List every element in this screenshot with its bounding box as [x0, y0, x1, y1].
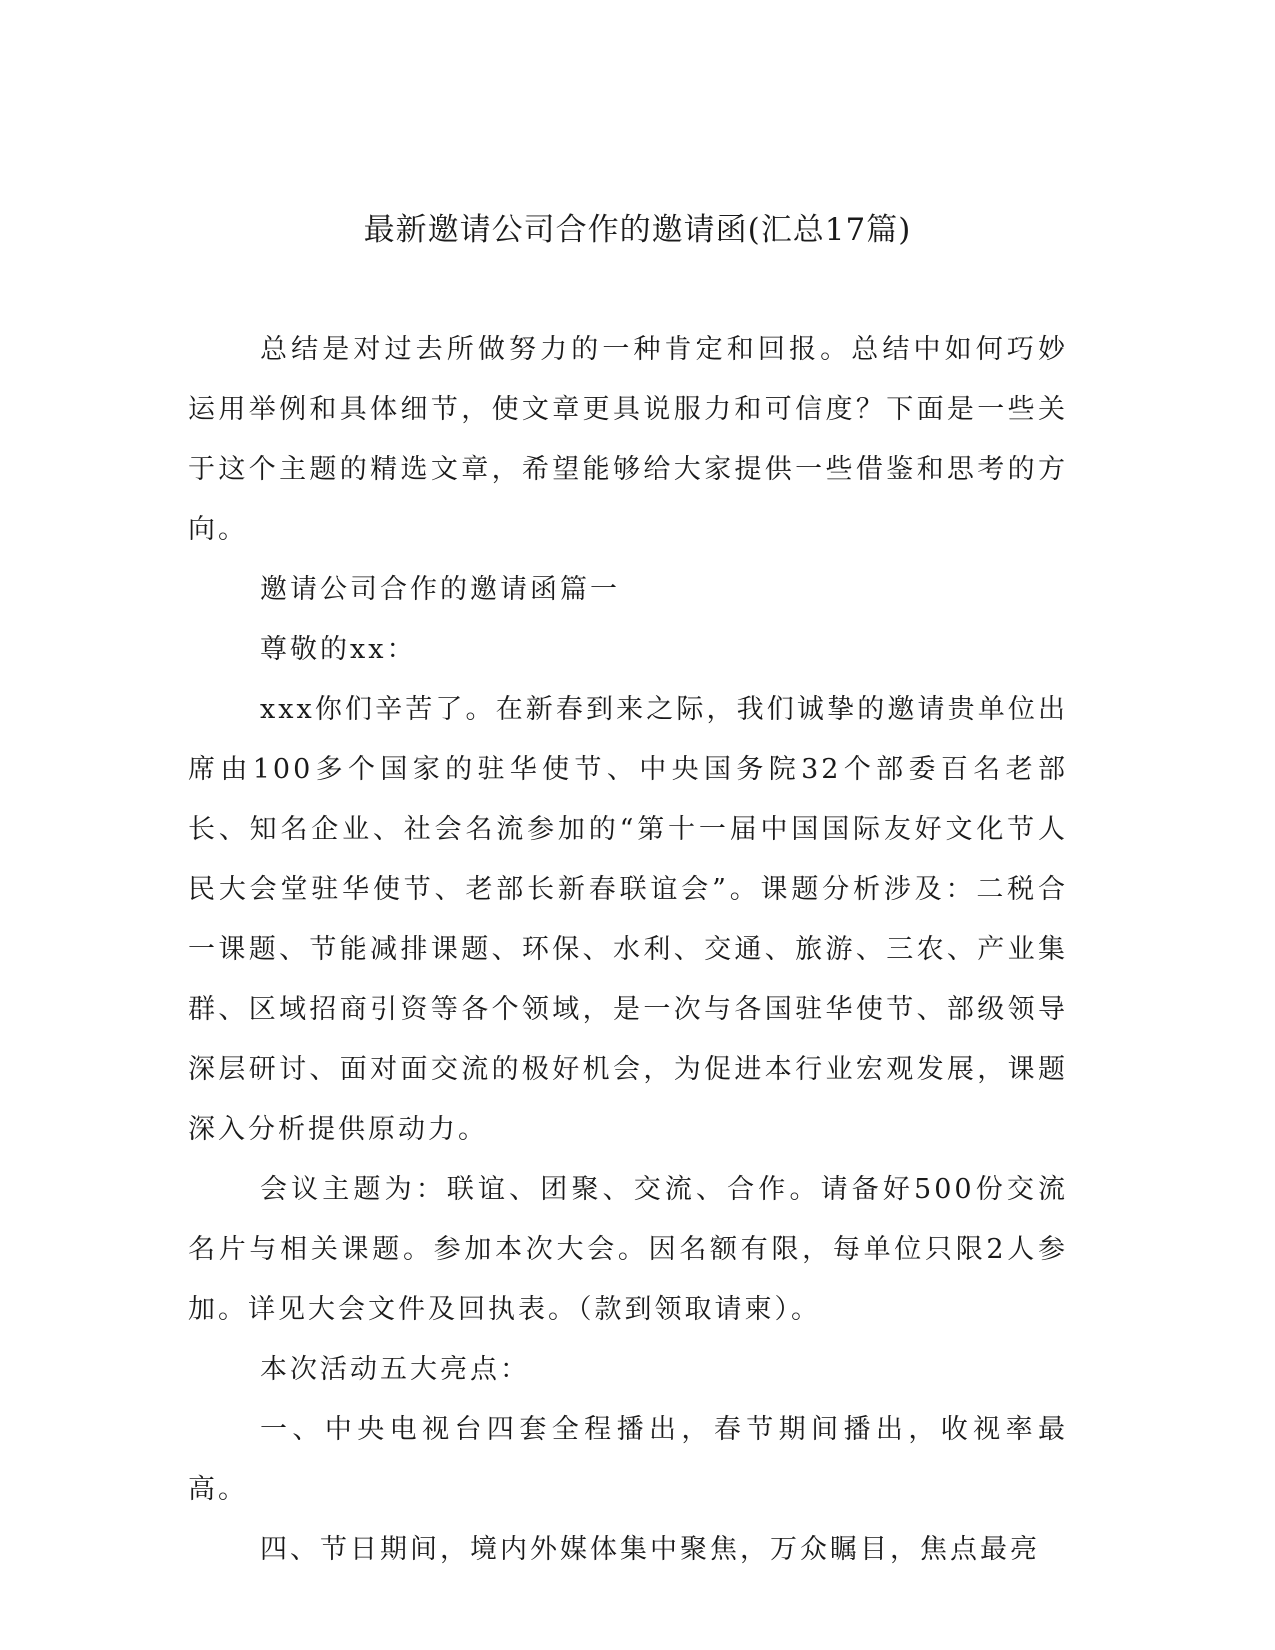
document-body [188, 320, 1068, 1580]
salutation: 尊敬的xx： [260, 634, 417, 665]
meeting-theme-paragraph: 会议主题为：联谊、团聚、交流、合作。请备好500份交流名片与相关课题。参加本次大会。因名额有限，每单位只限2人参加。详见大会文件及回执表。（款到领取请柬）。 [188, 1174, 1068, 1325]
invitation-paragraph: xxx你们辛苦了。在新春到来之际，我们诚挚的邀请贵单位出席由100多个国家的驻华使节、中央国务院32个部委百名老部长、知名企业、社会名流参加的“第十一届中国国际友好文化节人民大会堂驻华使节、老部长新春联谊会”。课题分析涉及：二税合一课题、节能减排课题、环保、水利、交通、旅游、三农、产业集群、区域招商引资等各个领域，是一次与各国驻华使节、部级领导深层研讨、面对面交流的极好机会，为促进本行业宏观发展，课题深入分析提供原动力。 [188, 694, 1068, 1145]
highlights-heading: 本次活动五大亮点： [260, 1354, 530, 1385]
section-heading: 邀请公司合作的邀请函篇一 [260, 574, 620, 605]
highlight-item: 四、节日期间，境内外媒体集中聚焦，万众瞩目，焦点最亮 [260, 1534, 1040, 1565]
intro-paragraph: 总结是对过去所做努力的一种肯定和回报。总结中如何巧妙运用举例和具体细节，使文章更具说服力和可信度？下面是一些关于这个主题的精选文章，希望能够给大家提供一些借鉴和思考的方向。 [188, 334, 1068, 545]
document-title: 最新邀请公司合作的邀请函(汇总17篇) [363, 212, 912, 248]
highlight-item: 一、中央电视台四套全程播出，春节期间播出，收视率最高。 [188, 1414, 1068, 1505]
